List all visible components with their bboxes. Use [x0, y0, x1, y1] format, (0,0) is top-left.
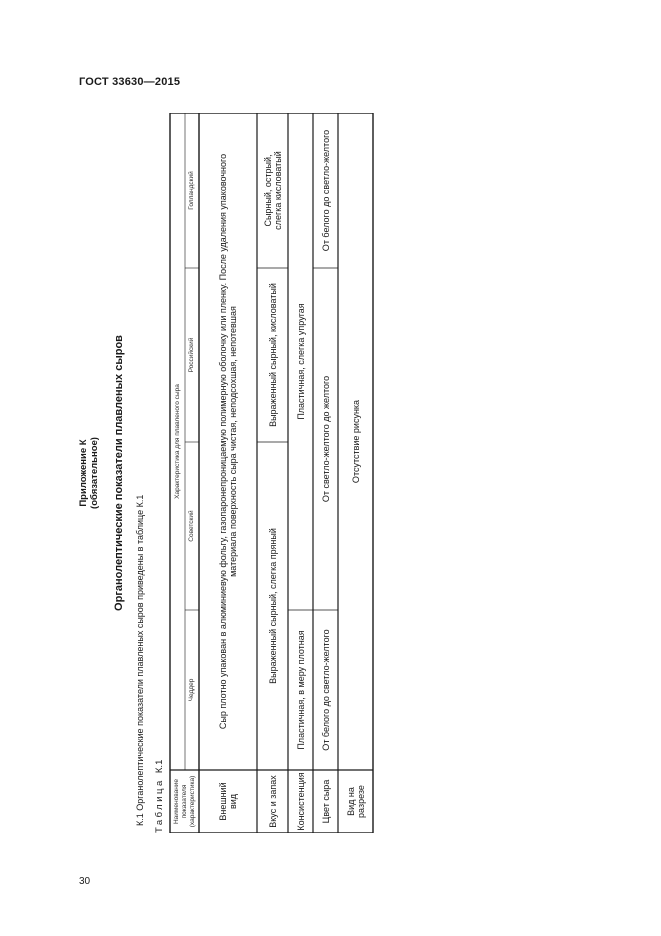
header-group: Характеристика для плавленого сыра: [173, 384, 181, 499]
cell-taste-cheddar-sovetsky: Выраженный сырный, слегка пряный: [267, 528, 278, 684]
row-label-cut-view: Вид на разрезе: [345, 785, 366, 818]
cell-taste-rossiysky: Выраженный сырный, кисловатый: [267, 283, 278, 427]
cell-consistency-cheddar: Пластичная, в меру плотная: [295, 630, 306, 750]
header-col-gollandsky: Голландский: [188, 171, 195, 210]
row-label-consistency: Консистенция: [295, 772, 306, 831]
appendix-status: (обязательное): [89, 437, 100, 509]
cell-appearance: Сыр плотно упакован в алюминиевую фольгу, газопаронепроницаемую полимерную оболочку или пленку. После удаления упаковочного материала поверхность сыра чистая, неподсохшая, непотевшая: [218, 153, 238, 730]
header-col-rossiysky: Российский: [188, 337, 195, 373]
appendix-title: Приложение К: [78, 439, 89, 507]
header-col-sovetsky: Советский: [188, 510, 195, 542]
cell-color-cheddar: От белого до светло-желтого: [320, 629, 331, 751]
page-number: 30: [79, 876, 91, 887]
cell-cut-view: Отсутствие рисунка: [350, 399, 361, 484]
intro-text: К.1 Органолептические показатели плавленых сыров приведены в таблице К.1: [135, 494, 145, 826]
cell-color-gollandsky: От белого до светло-желтого: [320, 129, 331, 252]
cell-consistency-others: Пластичная, слегка упругая: [295, 303, 306, 420]
table-caption-number: К.1: [154, 759, 165, 774]
header-col-cheddar: Чеддер: [188, 678, 195, 702]
section-title: Органолептические показатели плавленых сыров: [113, 335, 125, 611]
header-indicator: Наименование показателя (характеристика): [172, 775, 196, 828]
table-caption-word: Таблица: [154, 778, 165, 833]
document-header: ГОСТ 33630—2015: [79, 76, 181, 88]
rotated-content: [75, 113, 375, 833]
cell-color-sovetsky-rossiysky: От светло-желтого до желтого: [320, 375, 331, 503]
cell-taste-gollandsky: Сырный, острый, слегка кисловатый: [262, 151, 283, 230]
row-label-taste: Вкус и запах: [267, 775, 278, 828]
row-label-color: Цвет сыра: [320, 779, 331, 824]
row-label-appearance: Внешний вид: [218, 782, 238, 821]
